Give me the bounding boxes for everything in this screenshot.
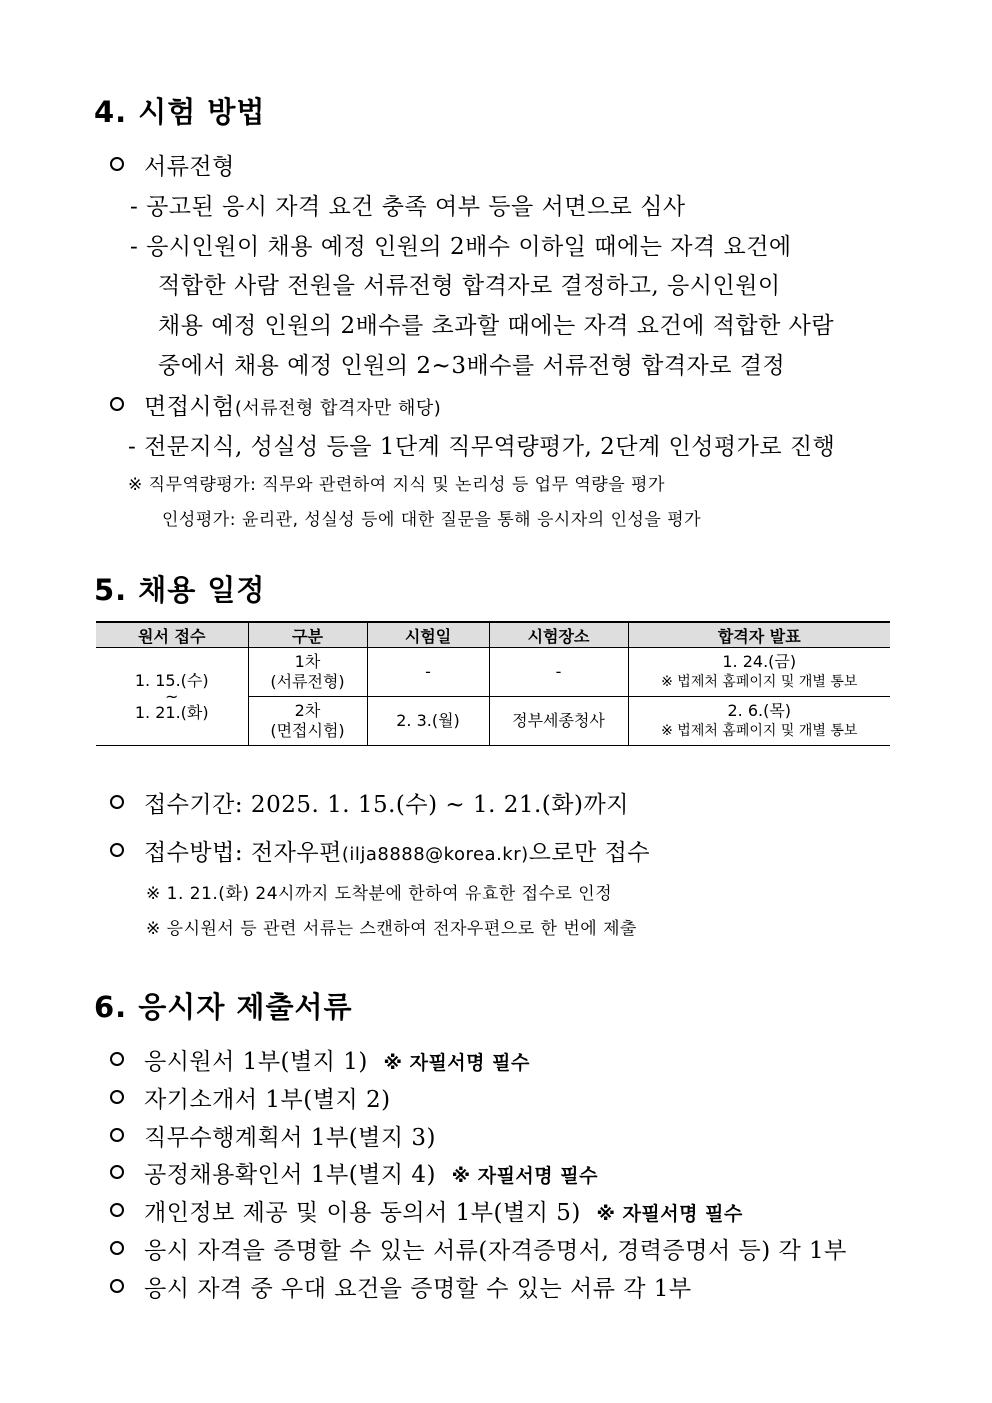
circle-bullet-icon xyxy=(110,397,124,411)
circle-bullet-icon xyxy=(110,1279,124,1293)
exam-date-cell: - xyxy=(367,648,489,697)
application-method-text: 접수방법: 전자우편(ilja8888@korea.kr)으로만 접수 xyxy=(110,834,650,867)
application-note-1: ※ 1. 21.(화) 24시까지 도착분에 한하여 유효한 접수로 인정 xyxy=(146,884,613,904)
section-4-title: 4. 시험 방법 xyxy=(94,95,266,129)
exam-date-cell: 2. 3.(월) xyxy=(367,697,489,746)
circle-bullet-icon xyxy=(110,1128,124,1142)
circle-bullet-icon xyxy=(110,1203,124,1217)
type-cell: 2차 (면접시험) xyxy=(248,697,367,746)
type-cell: 1차 (서류전형) xyxy=(248,648,367,697)
circle-bullet-icon xyxy=(110,157,124,171)
application-period: 1. 15.(수) ~ 1. 21.(화) xyxy=(96,648,248,746)
screening-desc-2d: 중에서 채용 예정 인원의 2~3배수를 서류전형 합격자로 결정 xyxy=(158,353,786,379)
screening-desc-1: - 공고된 응시 자격 요건 충족 여부 등을 서면으로 심사 xyxy=(130,194,686,220)
circle-bullet-icon xyxy=(110,795,124,809)
screening-desc-2c: 채용 예정 인원의 2배수를 초과할 때에는 자격 요건에 적합한 사람 xyxy=(158,313,835,339)
schedule-table xyxy=(96,621,890,746)
doc-item: 응시 자격을 증명할 수 있는 서류(자격증명서, 경력증명서 등) 각 1부 xyxy=(110,1232,847,1265)
doc-item: 응시 자격 중 우대 요건을 증명할 수 있는 서류 각 1부 xyxy=(110,1270,692,1303)
doc-item: 공정채용확인서 1부(별지 4) ※ 자필서명 필수 xyxy=(110,1156,598,1189)
interview-note-1: ※ 직무역량평가: 직무와 관련하여 지식 및 논리성 등 업무 역량을 평가 xyxy=(128,475,665,495)
exam-place-cell: - xyxy=(489,648,628,697)
doc-item: 직무수행계획서 1부(별지 3) xyxy=(110,1119,436,1152)
application-note-2: ※ 응시원서 등 관련 서류는 스캔하여 전자우편으로 한 번에 제출 xyxy=(146,919,637,939)
circle-bullet-icon xyxy=(110,843,124,857)
interview-desc: - 전문지식, 성실성 등을 1단계 직무역량평가, 2단계 인성평가로 진행 xyxy=(128,434,836,460)
header-type: 구분 xyxy=(248,622,367,648)
doc-item: 응시원서 1부(별지 1) ※ 자필서명 필수 xyxy=(110,1043,530,1076)
circle-bullet-icon xyxy=(110,1090,124,1104)
section-6-title: 6. 응시자 제출서류 xyxy=(94,990,353,1024)
result-cell: 2. 6.(목) ※ 법제처 홈페이지 및 개별 통보 xyxy=(628,697,890,746)
table-row xyxy=(96,648,890,697)
interview-note-2: 인성평가: 윤리관, 성실성 등에 대한 질문을 통해 응시자의 인성을 평가 xyxy=(162,510,702,530)
circle-bullet-icon xyxy=(110,1165,124,1179)
application-period-text: 접수기간: 2025. 1. 15.(수) ~ 1. 21.(화)까지 xyxy=(110,786,629,819)
header-result: 합격자 발표 xyxy=(628,622,890,648)
table-header-row xyxy=(96,622,890,648)
exam-place-cell: 정부세종청사 xyxy=(489,697,628,746)
bullet-document-screening: 서류전형 xyxy=(110,148,235,181)
section-5-title: 5. 채용 일정 xyxy=(94,573,266,607)
header-application: 원서 접수 xyxy=(96,622,248,648)
bullet-interview: 면접시험(서류전형 합격자만 해당) xyxy=(110,388,441,421)
doc-item: 개인정보 제공 및 이용 동의서 1부(별지 5) ※ 자필서명 필수 xyxy=(110,1194,743,1227)
header-exam-place: 시험장소 xyxy=(489,622,628,648)
circle-bullet-icon xyxy=(110,1241,124,1255)
screening-desc-2b: 적합한 사람 전원을 서류전형 합격자로 결정하고, 응시인원이 xyxy=(158,273,781,299)
screening-desc-2a: - 응시인원이 채용 예정 인원의 2배수 이하일 때에는 자격 요건에 xyxy=(130,234,792,260)
email-address: (ilja8888@korea.kr) xyxy=(341,844,529,865)
result-cell: 1. 24.(금) ※ 법제처 홈페이지 및 개별 통보 xyxy=(628,648,890,697)
header-exam-date: 시험일 xyxy=(367,622,489,648)
doc-item: 자기소개서 1부(별지 2) xyxy=(110,1081,391,1114)
circle-bullet-icon xyxy=(110,1052,124,1066)
